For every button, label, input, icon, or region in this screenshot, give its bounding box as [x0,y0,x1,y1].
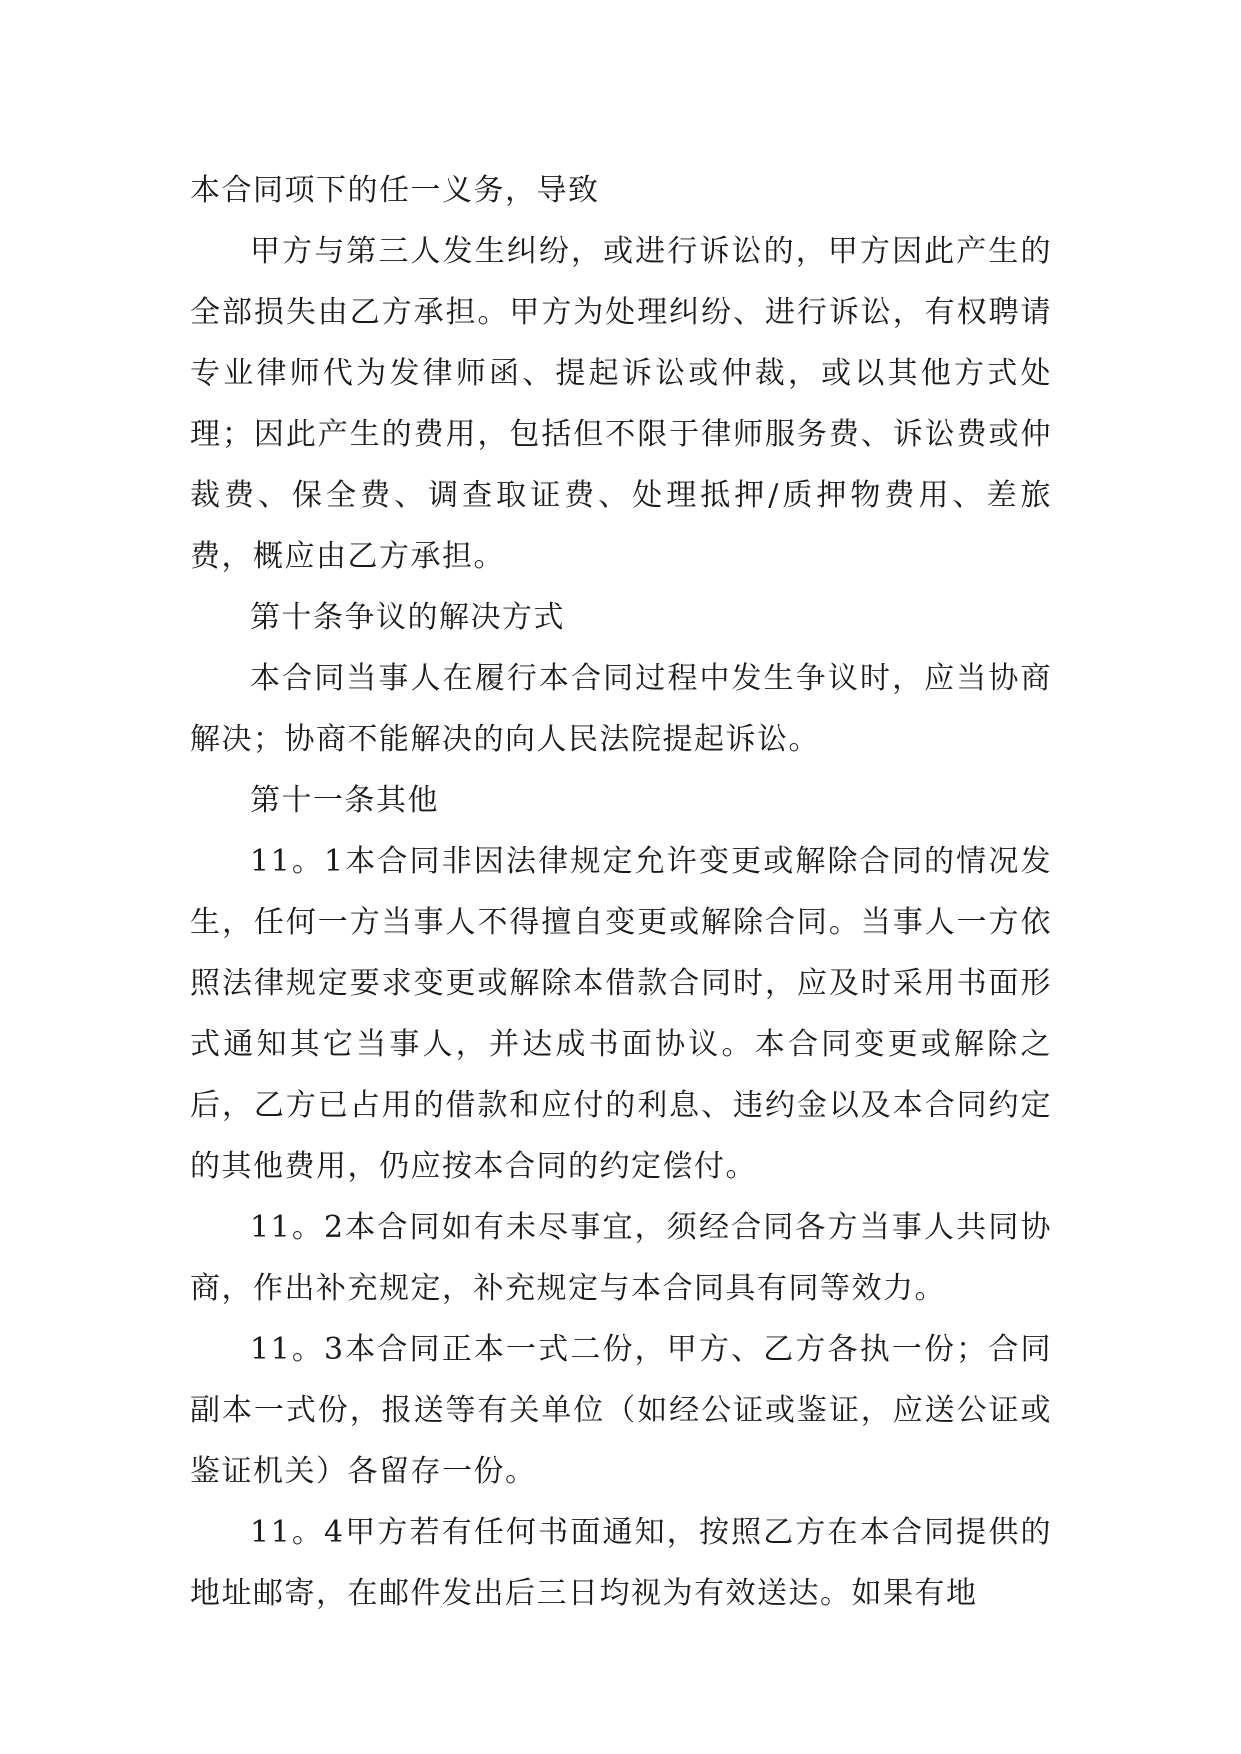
heading-article-10: 第十条争议的解决方式 [250,600,565,635]
document-body [190,160,1052,1624]
paragraph-liability: 甲方与第三人发生纠纷，或进行诉讼的，甲方因此产生的全部损失由乙方承担。甲方为处理纠纷、进行诉讼，有权聘请专业律师代为发律师函、提起诉讼或仲裁，或以其他方式处理；因此产生的费用，包括但不限于律师服务费、诉讼费或仲裁费、保全费、调查取证费、处理抵押/质押物费用、差旅费，概应由乙方承担。 [190,234,1052,574]
paragraph-clause-11-1: 11。1本合同非因法律规定允许变更或解除合同的情况发生，任何一方当事人不得擅自变更或解除合同。当事人一方依照法律规定要求变更或解除本借款合同时，应及时采用书面形式通知其它当事人，并达成书面协议。本合同变更或解除之后，乙方已占用的借款和应付的利息、违约金以及本合同约定的其他费用，仍应按本合同的约定偿付。 [190,844,1052,1184]
paragraph-clause-11-3: 11。3本合同正本一式二份，甲方、乙方各执一份；合同副本一式份，报送等有关单位（如经公证或鉴证，应送公证或鉴证机关）各留存一份。 [190,1332,1052,1489]
paragraph-continuation: 本合同项下的任一义务，导致 [190,173,600,208]
paragraph-clause-11-2: 11。2本合同如有未尽事宜，须经合同各方当事人共同协商，作出补充规定，补充规定与本合同具有同等效力。 [190,1210,1052,1306]
paragraph-dispute-resolution: 本合同当事人在履行本合同过程中发生争议时，应当协商解决；协商不能解决的向人民法院提起诉讼。 [190,661,1052,757]
heading-article-11: 第十一条其他 [250,783,439,818]
paragraph-clause-11-4: 11。4甲方若有任何书面通知，按照乙方在本合同提供的地址邮寄，在邮件发出后三日均视为有效送达。如果有地 [190,1515,1052,1611]
